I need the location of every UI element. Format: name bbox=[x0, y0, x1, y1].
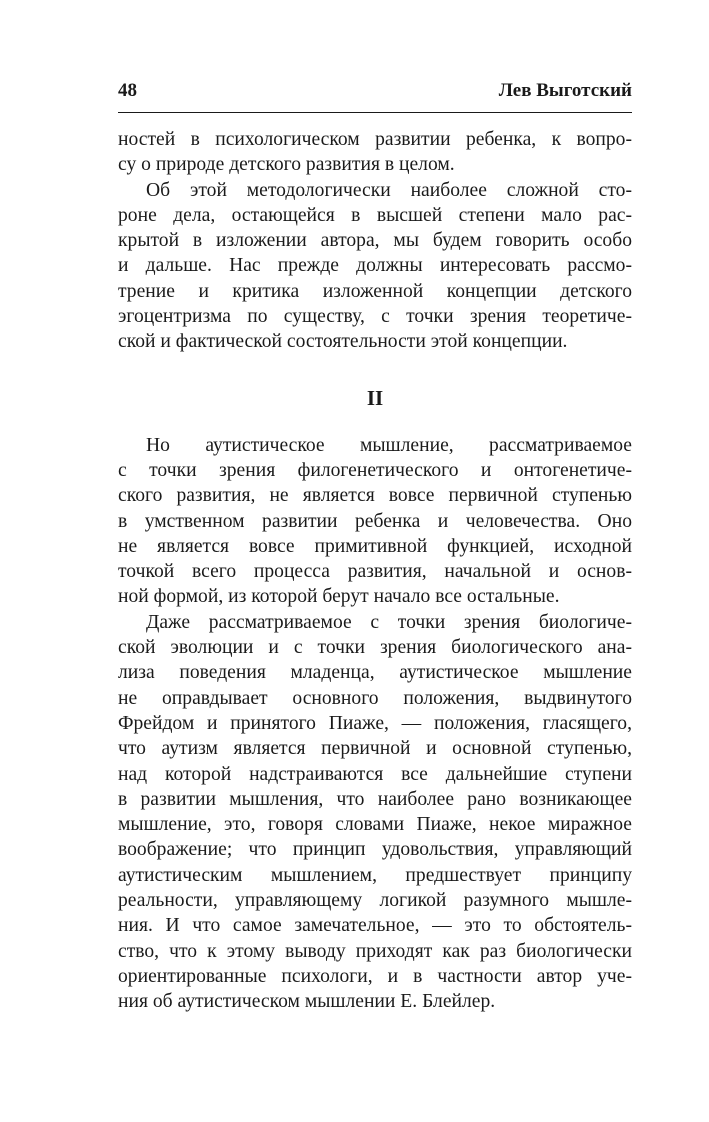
text-line: не оправдывает основного положения, выдвинутого bbox=[118, 687, 632, 709]
text-line: роне дела, остающейся в высшей степени мало рас- bbox=[118, 204, 632, 226]
text-line: ской и фактической состоятельности этой концепции. bbox=[118, 331, 568, 353]
text-line: Об этой методологически наиболее сложной сто- bbox=[146, 179, 632, 201]
text-line: воображение; что принцип удовольствия, управляющий bbox=[118, 839, 632, 861]
paragraph bbox=[118, 127, 632, 178]
text-line: Даже рассматриваемое с точки зрения биологиче- bbox=[146, 611, 632, 633]
paragraph bbox=[118, 178, 632, 355]
text-line: не является вовсе примитивной функцией, исходной bbox=[118, 535, 632, 557]
text-line: ния. И что самое замечательное, — это то обстоятель- bbox=[118, 915, 632, 937]
paragraphs-before-section bbox=[118, 127, 632, 355]
text-line: ностей в психологическом развитии ребенка, к вопро- bbox=[118, 129, 632, 150]
text-line: ния об аутистическом мышлении Е. Блейлер. bbox=[118, 991, 496, 1013]
text-line: крытой в изложении автора, мы будем говорить особо bbox=[118, 230, 632, 252]
text-line: точкой всего процесса развития, начальной и основ- bbox=[118, 561, 632, 583]
text-line: су о природе детского развития в целом. bbox=[118, 154, 455, 176]
text-line: мышление, это, говоря словами Пиаже, некое миражное bbox=[118, 814, 632, 836]
text-line: над которой надстраиваются все дальнейшие ступени bbox=[118, 763, 632, 785]
text-line: аутистическим мышлением, предшествует принципу bbox=[118, 864, 632, 886]
text-line: ство, что к этому выводу приходят как раз биологически bbox=[118, 940, 632, 962]
paragraph bbox=[118, 610, 632, 1015]
book-page bbox=[118, 80, 632, 1015]
text-line: Но аутистическое мышление, рассматриваемое bbox=[146, 434, 632, 456]
running-head bbox=[118, 80, 632, 113]
text-line: трение и критика изложенной концепции детского bbox=[118, 280, 632, 302]
section-heading: II bbox=[366, 385, 384, 410]
text-line: и дальше. Нас прежде должны интересовать рассмо- bbox=[118, 255, 632, 277]
text-line: ной формой, из которой берут начало все остальные. bbox=[118, 586, 560, 608]
text-line: в умственном развитии ребенка и человечества. Оно bbox=[118, 510, 632, 532]
text-line: ориентированные психологи, и в частности автор уче- bbox=[118, 965, 632, 987]
running-head-author: Лев Выготский bbox=[498, 80, 632, 101]
page-number: 48 bbox=[118, 80, 137, 101]
paragraph bbox=[118, 433, 632, 610]
text-line: с точки зрения филогенетического и онтогенетиче- bbox=[118, 459, 632, 481]
paragraphs-after-section bbox=[118, 433, 632, 1015]
text-line: ской эволюции и с точки зрения биологического ана- bbox=[118, 637, 632, 659]
text-line: в развитии мышления, что наиболее рано возникающее bbox=[118, 788, 632, 810]
body-text bbox=[118, 127, 632, 1015]
text-line: реальности, управляющему логикой разумного мышле- bbox=[118, 890, 632, 912]
text-line: Фрейдом и принятого Пиаже, — положения, гласящего, bbox=[118, 712, 632, 734]
text-line: ского развития, не является вовсе первичной ступенью bbox=[118, 485, 632, 507]
text-line: что аутизм является первичной и основной ступенью, bbox=[118, 738, 632, 760]
text-line: эгоцентризма по существу, с точки зрения теоретиче- bbox=[118, 306, 632, 328]
text-line: лиза поведения младенца, аутистическое мышление bbox=[118, 662, 632, 684]
